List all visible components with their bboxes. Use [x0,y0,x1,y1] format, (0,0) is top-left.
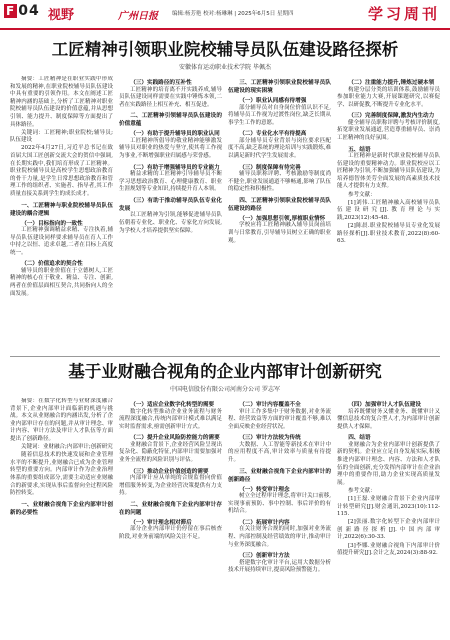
paragraph: 工匠精神的培育离不开实践养成,辅导员队伍建设同样需要在实践中锤炼本领,二者在实践路径上相互补充、相互促进。 [119,86,222,108]
paragraph: 部分辅导员对自身岗位价值认识不足,将辅导员工作视为过渡性岗位,缺乏长期从事学生工作的意愿。 [228,104,331,126]
paragraph: 摘要：在数字化转型与业财深度融合背景下,企业内部审计面临新的机遇与挑战。本文从业财融合的内涵出发,分析了企业内部审计存在的问题,并从审计理念、审计内容、审计方法及审计人才队伍等方面提出了创新路径。 [10,398,113,442]
paragraph: 工匠精神是新时代职业院校辅导员队伍建设的重要精神动力。职业院校应以工匠精神为引领,不断加强辅导员队伍建设,为培养德智体美劳全面发展的高素质技术技能人才提供有力支撑。 [337,153,440,190]
section-heading: （三）完善制度保障,激发内生动力 [348,113,435,120]
section-heading: （三）有助于推动辅导员队伍专业化发展 [119,197,222,212]
text-column [119,398,222,630]
section-heading: 四、工匠精神引领职业院校辅导员队伍建设的路径 [228,197,331,212]
paragraph: 工匠精神强调精益求精、专注执着,辅导员队伍建设同样要求辅导员在育人工作中持之以恒、追求卓越,二者在目标上高度统一。 [10,227,113,256]
paragraph: 大数据、人工智能等新技术在审计中的应用程度不高,审计效率与质量有待提升。 [228,441,331,463]
paragraph: 培养既懂财务又懂业务、既懂审计又懂信息技术的复合型人才,为内部审计创新提供人才保障。 [337,408,440,430]
paragraph: 2022年4月27日,习近平总书记在致首届大国工匠创新交流大会的贺信中强调,在长期实践中,我们培育形成了工匠精神。职业院校辅导员是高校学生思想政治教育的骨干力量,是学生日常思想政治教育和管理工作的组织者、实施者、指导者,其工作质量直接关系到学生的成长成才。 [10,145,113,197]
page-number-value: 04 [18,3,40,19]
paragraph: 以工匠精神为引领,能够促进辅导员队伍朝着专业化、职业化、专家化方向发展,为学校人才培养提供坚实保障。 [119,212,222,234]
page-number [4,3,40,19]
section-heading: （一）审计理念相对滞后 [130,519,192,526]
paragraph: 关键词：工匠精神;职业院校;辅导员;队伍建设 [10,129,113,144]
paragraph: 工匠精神所倡导的敬业精神能够激发辅导员对职业的热爱与坚守,使其将工作视为事业,不断增强职业归属感与荣誉感。 [119,137,222,159]
section-heading: （一）适应企业数字化转型的需要 [130,402,215,408]
section-heading: 四、结语 [348,435,371,442]
paragraph: 辅导员职称评聘、考核激励等制度尚不健全,职业发展通道不够畅通,影响了队伍的稳定性和积极性。 [228,171,331,193]
section-heading: 三、工匠精神引领职业院校辅导员队伍建设的现实困境 [228,80,331,94]
section-heading: （四）加强审计人才队伍建设 [348,402,421,408]
section-heading: （二）注重能力提升,锤炼过硬本领 [348,80,435,86]
text-column [10,398,113,630]
paragraph: 在关注财务合规的同时,加强对业务流程、内部控制及经营绩效的审计,推动审计与业务深度融合。 [228,526,331,548]
section-heading: 三、业财融合视角下企业内部审计的创新路径 [228,468,331,483]
newspaper-logo: 广州日报 [118,11,158,22]
paragraph: [2]陈晨.职业院校辅导员专业化发展路径探析[J].职业技术教育,2022(8):60-63. [337,222,440,245]
page-letter: F [6,4,16,18]
section-heading: （三）推动企业价值创造的需要 [130,468,209,475]
paragraph: 精益求精的工匠精神引导辅导员不断学习思想政治教育、心理健康教育、职业生涯规划等专业知识,持续提升育人本领。 [119,171,222,193]
article-title: 工匠精神引领职业院校辅导员队伍建设路径探析 [51,40,399,59]
section-heading: （三）创新审计方法 [239,553,290,560]
article-internal-audit [10,360,440,636]
section-heading: （二）有助于增强辅导员的专业能力 [130,164,220,171]
section-heading: （一）目标指向的一致性 [21,220,83,227]
paragraph: 参考文献： [348,487,376,494]
paragraph: 构建分层分类的培训体系,鼓励辅导员参加职业能力大赛,开展课题研究,以赛促学、以研促教,不断提升专业化水平。 [337,86,440,108]
section-heading: 一、业财融合视角下企业内部审计创新的必要性 [10,501,113,516]
paragraph: 业财融合背景下,企业经营风险呈现出复杂化、隐蔽化特征,内部审计需要加强对业务全流程的风险识别与评估。 [119,441,222,463]
section-heading: （一）加强思想引领,厚植职业情怀 [239,215,326,222]
section-heading: （二）拓展审计内容 [239,519,290,526]
paragraph: [1]刘伟.工匠精神融入高校辅导员队伍建设研究[J].教育理论与实践,2023(12):45-48. [337,199,440,221]
section-title: 视野 [48,8,75,23]
paragraph: 内部审计应从单纯的合规监督向价值增值服务转变,为企业经营决策提供有力支持。 [119,475,222,497]
section-heading: 二、工匠精神引领辅导员队伍建设的价值意蕴 [119,113,222,128]
text-column [10,76,113,344]
paragraph: 部分企业内部审计仍停留在事后核查阶段,对业务前端的风险关注不足。 [119,526,222,540]
text-column [337,76,440,344]
text-column [228,76,331,344]
paragraph: 辅导员的职业价值在于立德树人,工匠精神的核心在于敬业、精益、专注、创新,两者在价值层面相互契合,共同指向人的全面发展。 [10,267,113,297]
article-author: 中国电信股份有限公司河南分公司 罗志军 [170,386,280,393]
text-column [119,76,222,344]
text-column [228,398,331,630]
paragraph: 业财融合为企业内部审计创新提供了新的契机。企业应立足自身发展实际,积极推进内部审计理念、内容、方法和人才队伍的全面创新,充分发挥内部审计在企业治理中的重要作用,助力企业实现高质量发展。 [337,441,440,486]
section-heading: （三）审计方法较为传统 [239,435,301,442]
section-heading: （三）实践路径的互补性 [130,80,192,86]
article-craftsman-spirit [10,36,440,354]
section-brand: 学习周刊 [367,5,440,23]
article-author: 安徽体育运动职业技术学院 毕佩杰 [179,64,271,71]
section-heading: （三）制度保障有待完善 [239,164,301,171]
paragraph: 部分辅导员专业背景与岗位要求匹配度不高,缺乏系统的理论培训与实践锻炼,难以满足新时代学生发展需求。 [228,137,331,159]
article-divider [10,356,440,357]
paragraph: 参考文献： [348,191,376,198]
section-heading: （一）有助于提升辅导员的职业认同 [130,131,220,138]
section-heading: 五、结语 [348,146,371,153]
section-heading: （二）专业化水平有待提高 [239,131,307,138]
section-heading: （一）职业认同感有待增强 [239,98,307,104]
issue-meta: 编辑:杨芳艳 校对:杨琳琳 | 2025年6月5日 星期四 [172,11,294,17]
paragraph: 摘要：工匠精神是在职业实践中形成和发展的精神,在职业院校辅导员队伍建设中具有重要的引领作用。本文在阐述工匠精神内涵的基础上,分析了工匠精神对职业院校辅导员队伍建设的价值意蕴,并从思想引领、能力提升、制度保障等方面提出了具体路径。 [10,76,113,128]
section-heading: （二）审计内容覆盖不全 [239,402,301,408]
article-body [10,398,440,630]
section-heading: （一）转变审计理念 [239,486,290,493]
paragraph: [1]王磊.业财融合背景下企业内部审计转型研究[J].财会通讯,2023(10):112-115. [337,495,440,518]
article-title: 基于业财融合视角的企业内部审计创新研究 [68,362,382,381]
page-masthead [0,0,450,30]
paragraph: 数字化转型推动企业业务流程与财务流程深度融合,传统内部审计模式难以满足实时监督需求,亟需创新审计方式。 [119,408,222,430]
section-heading: 一、工匠精神与职业院校辅导员队伍建设的耦合逻辑 [10,202,113,217]
text-column [337,398,440,630]
paragraph: 随着信息技术的快速发展和企业管理水平的不断提升,业财融合已成为企业管理转型的重要方向。内部审计作为企业治理体系的重要组成部分,需要主动适应业财融合的新要求,实现从事后监督向全过程风险防控转变。 [10,452,113,497]
paragraph: [3]李娜.业财融合视角下内部审计价值提升研究[J].会计之友,2024(3):88-92. [337,542,440,557]
paragraph: 搭建数字化审计平台,运用大数据分析技术开展持续审计,提高风险预警能力。 [228,559,331,574]
paragraph: 树立全过程审计理念,将审计关口前移,实现事前预防、事中控制、事后评价的有机结合。 [228,493,331,515]
paragraph: 健全辅导员职称评聘与考核评价制度,拓宽职业发展通道,营造尊重辅导员、崇尚工匠精神的良好氛围。 [337,119,440,141]
section-heading: （二）价值追求的契合性 [21,261,83,268]
paragraph: 审计工作多集中于财务数据,对业务流程、经营效益等方面的审计覆盖不够,难以全面反映企业经营状况。 [228,408,331,430]
paragraph: 关键词：业财融合;内部审计;创新研究 [21,444,113,451]
paragraph: [2]张丽.数字化转型下企业内部审计创新路径探析[J].中国内部审计,2022(6):30-33. [337,519,440,541]
paragraph: 学校应将工匠精神融入辅导员岗前培训与日常教育,引导辅导员树立正确的职业观。 [228,222,331,244]
section-heading: （二）提升企业风险防控能力的需要 [130,435,220,442]
section-heading: 二、业财融合视角下企业内部审计存在的问题 [119,501,222,516]
article-body [10,76,440,344]
